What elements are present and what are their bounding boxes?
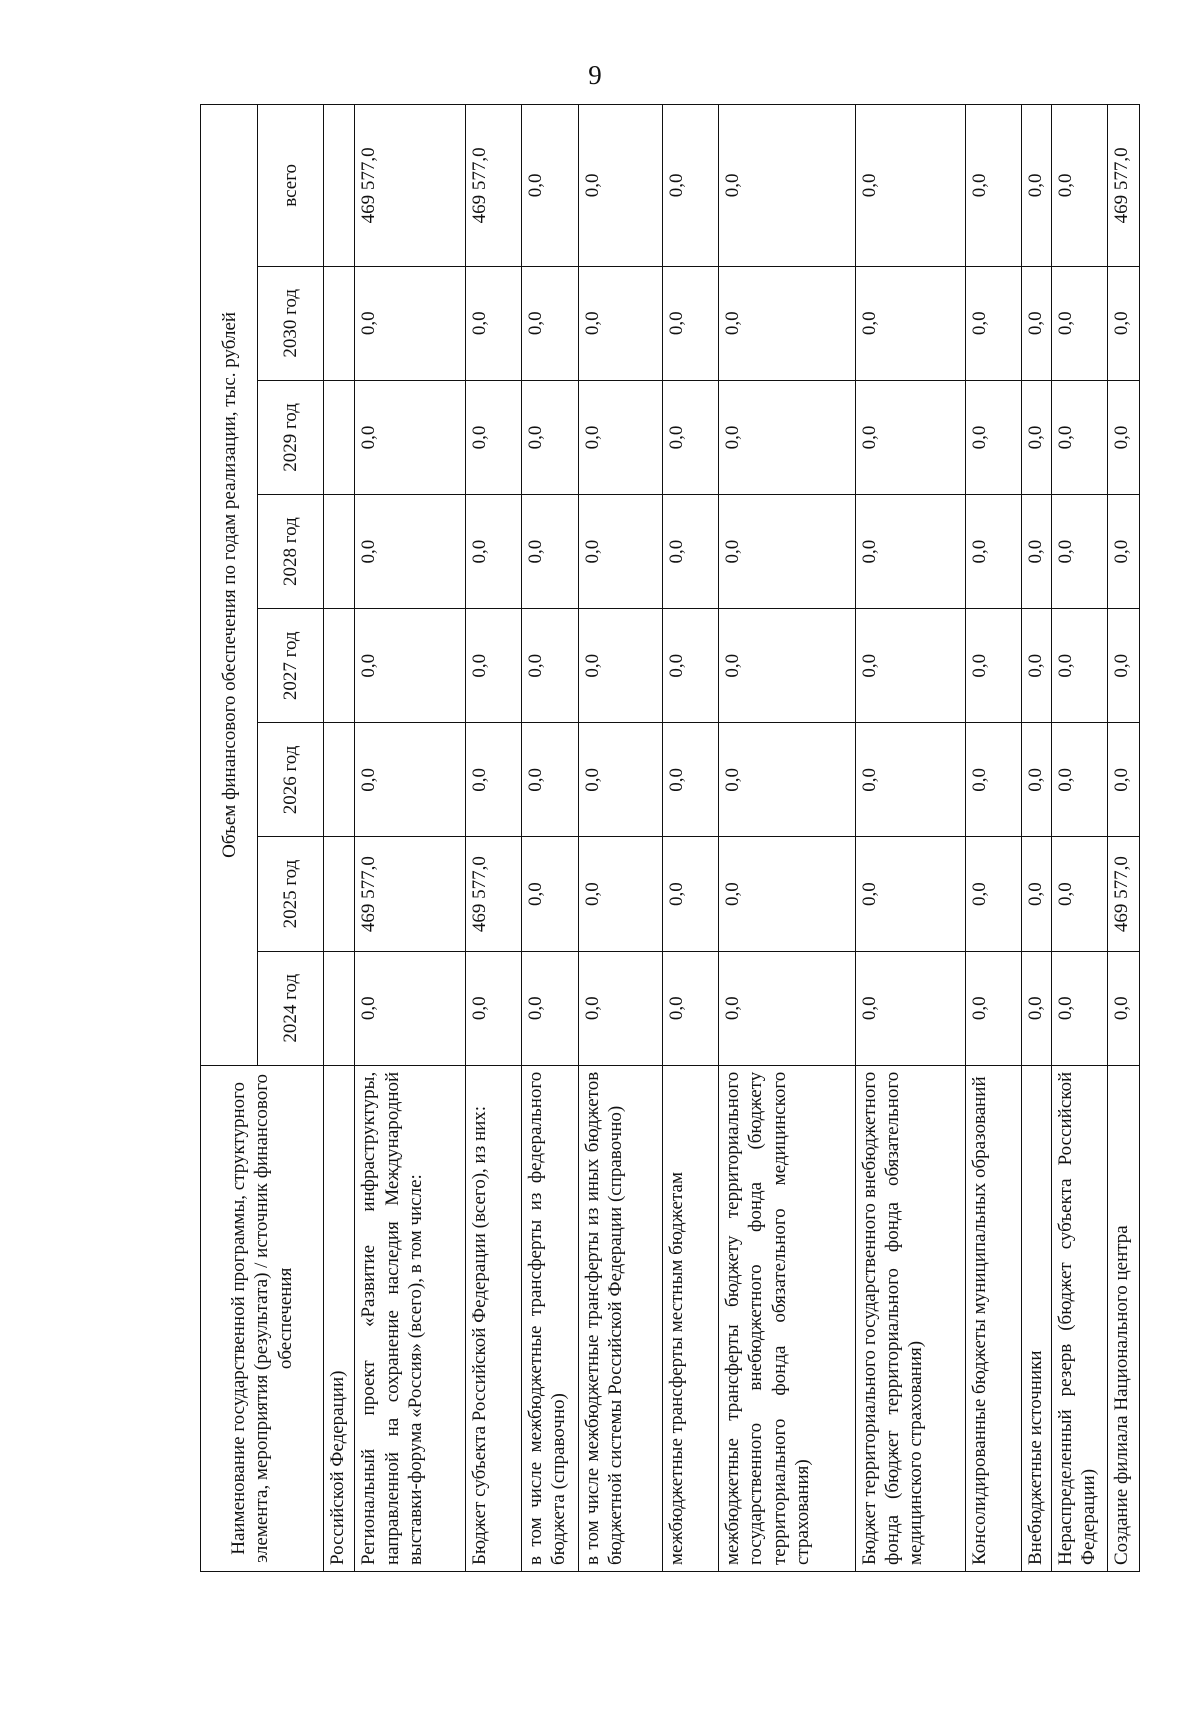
row-year-value — [324, 380, 355, 494]
row-year-value: 0,0 — [1051, 609, 1108, 723]
row-year-value: 0,0 — [522, 380, 579, 494]
row-year-value: 0,0 — [1051, 266, 1108, 380]
row-year-value: 0,0 — [1051, 495, 1108, 609]
row-year-value: 0,0 — [965, 266, 1022, 380]
header-year: 2026 год — [258, 723, 324, 837]
row-year-value: 469 577,0 — [465, 837, 522, 951]
row-year-value: 0,0 — [522, 266, 579, 380]
row-year-value: 0,0 — [965, 951, 1022, 1065]
row-year-value: 0,0 — [578, 495, 662, 609]
row-name: в том числе межбюджетные трансферты из федерального бюджета (справочно) — [522, 1065, 579, 1571]
row-year-value: 0,0 — [965, 837, 1022, 951]
row-year-value: 0,0 — [355, 723, 465, 837]
row-year-value: 469 577,0 — [355, 837, 465, 951]
row-year-value: 0,0 — [578, 266, 662, 380]
row-year-value: 0,0 — [1022, 495, 1052, 609]
row-name: межбюджетные трансферты местным бюджетам — [662, 1065, 719, 1571]
row-name: Бюджет территориального государственного внебюджетного фонда (бюджет территориального фонда обязательного медицинского страхования) — [855, 1065, 965, 1571]
row-name: Нераспределенный резерв (бюджет субъекта Российской Федерации) — [1051, 1065, 1108, 1571]
row-year-value: 0,0 — [1108, 723, 1140, 837]
row-year-value: 0,0 — [855, 495, 965, 609]
row-year-value: 0,0 — [355, 380, 465, 494]
header-total: всего — [258, 105, 324, 267]
table-row — [965, 105, 1022, 1572]
table-row — [662, 105, 719, 1572]
row-year-value: 0,0 — [1108, 266, 1140, 380]
row-year-value: 0,0 — [522, 837, 579, 951]
row-name: Создание филиала Национального центра — [1108, 1065, 1140, 1571]
row-total-value: 469 577,0 — [465, 105, 522, 267]
row-year-value: 0,0 — [719, 495, 855, 609]
row-year-value: 0,0 — [355, 951, 465, 1065]
row-year-value: 0,0 — [578, 380, 662, 494]
row-year-value: 0,0 — [1022, 266, 1052, 380]
row-year-value — [324, 723, 355, 837]
row-year-value — [324, 951, 355, 1065]
row-year-value: 0,0 — [522, 723, 579, 837]
row-total-value: 0,0 — [1022, 105, 1052, 267]
row-year-value: 0,0 — [719, 609, 855, 723]
row-year-value: 0,0 — [965, 380, 1022, 494]
header-volume-group: Объем финансового обеспечения по годам реализации, тыс. рублей — [201, 105, 258, 1066]
row-total-value — [324, 105, 355, 267]
table-row — [324, 105, 355, 1572]
row-year-value: 0,0 — [855, 951, 965, 1065]
row-total-value: 0,0 — [719, 105, 855, 267]
row-year-value: 0,0 — [662, 723, 719, 837]
row-year-value: 0,0 — [1022, 723, 1052, 837]
row-year-value: 0,0 — [1022, 951, 1052, 1065]
table-row — [1022, 105, 1052, 1572]
header-name-col: Наименование государственной программы, структурного элемента, мероприятия (результата) / источник финансового обеспечения — [201, 1065, 324, 1571]
table-row — [578, 105, 662, 1572]
row-year-value: 0,0 — [578, 609, 662, 723]
row-name: межбюджетные трансферты бюджету территориального государственного внебюджетного фонда (бюджету территориального фонда обязательного медицинского страхования) — [719, 1065, 855, 1571]
table-row — [522, 105, 579, 1572]
row-year-value: 0,0 — [1108, 495, 1140, 609]
row-year-value: 0,0 — [662, 495, 719, 609]
row-year-value — [324, 495, 355, 609]
row-year-value — [324, 837, 355, 951]
row-year-value: 0,0 — [965, 495, 1022, 609]
row-year-value: 0,0 — [1108, 380, 1140, 494]
row-name: Бюджет субъекта Российской Федерации (всего), из них: — [465, 1065, 522, 1571]
row-name: Консолидированные бюджеты муниципальных образований — [965, 1065, 1022, 1571]
table-row — [855, 105, 965, 1572]
financing-table-rotated — [200, 104, 1135, 1572]
row-year-value: 0,0 — [855, 266, 965, 380]
row-name: в том числе межбюджетные трансферты из иных бюджетов бюджетной системы Российской Федерации (справочно) — [578, 1065, 662, 1571]
row-year-value: 0,0 — [1051, 380, 1108, 494]
row-name: Внебюджетные источники — [1022, 1065, 1052, 1571]
header-year: 2028 год — [258, 495, 324, 609]
row-total-value: 469 577,0 — [1108, 105, 1140, 267]
header-year: 2027 год — [258, 609, 324, 723]
header-year: 2024 год — [258, 951, 324, 1065]
row-year-value: 0,0 — [719, 951, 855, 1065]
row-year-value: 0,0 — [355, 609, 465, 723]
row-year-value: 0,0 — [1108, 609, 1140, 723]
row-year-value: 0,0 — [522, 951, 579, 1065]
row-year-value: 0,0 — [1022, 380, 1052, 494]
row-year-value — [324, 266, 355, 380]
row-year-value: 0,0 — [578, 723, 662, 837]
row-year-value: 0,0 — [522, 495, 579, 609]
table-row — [465, 105, 522, 1572]
row-year-value: 0,0 — [719, 266, 855, 380]
row-year-value: 0,0 — [1022, 609, 1052, 723]
row-year-value: 469 577,0 — [1108, 837, 1140, 951]
row-year-value: 0,0 — [1051, 837, 1108, 951]
row-year-value: 0,0 — [1108, 951, 1140, 1065]
row-total-value: 469 577,0 — [355, 105, 465, 267]
row-year-value: 0,0 — [465, 951, 522, 1065]
row-year-value: 0,0 — [662, 380, 719, 494]
row-year-value: 0,0 — [965, 609, 1022, 723]
row-year-value: 0,0 — [1022, 837, 1052, 951]
row-year-value: 0,0 — [662, 837, 719, 951]
row-year-value: 0,0 — [855, 380, 965, 494]
row-total-value: 0,0 — [855, 105, 965, 267]
row-year-value: 0,0 — [855, 837, 965, 951]
row-year-value: 0,0 — [662, 951, 719, 1065]
row-name: Российской Федерации) — [324, 1065, 355, 1571]
row-year-value: 0,0 — [1051, 951, 1108, 1065]
row-year-value: 0,0 — [465, 266, 522, 380]
row-year-value: 0,0 — [719, 837, 855, 951]
header-year: 2030 год — [258, 266, 324, 380]
row-year-value: 0,0 — [578, 951, 662, 1065]
table-row — [1108, 105, 1140, 1572]
row-year-value: 0,0 — [465, 723, 522, 837]
table-body — [324, 105, 1140, 1572]
table-row — [355, 105, 465, 1572]
row-year-value: 0,0 — [719, 380, 855, 494]
header-year: 2029 год — [258, 380, 324, 494]
row-total-value: 0,0 — [522, 105, 579, 267]
row-year-value: 0,0 — [355, 266, 465, 380]
page-number: 9 — [588, 60, 602, 90]
row-name: Региональный проект «Развитие инфраструктуры, направленной на сохранение наследия Международной выставки-форума «Россия» (всего), в том числе: — [355, 1065, 465, 1571]
row-year-value: 0,0 — [662, 609, 719, 723]
row-total-value: 0,0 — [578, 105, 662, 267]
row-total-value: 0,0 — [965, 105, 1022, 267]
row-year-value: 0,0 — [855, 609, 965, 723]
row-year-value: 0,0 — [719, 723, 855, 837]
row-year-value: 0,0 — [855, 723, 965, 837]
header-year: 2025 год — [258, 837, 324, 951]
row-year-value — [324, 609, 355, 723]
row-year-value: 0,0 — [355, 495, 465, 609]
row-total-value: 0,0 — [1051, 105, 1108, 267]
row-year-value: 0,0 — [578, 837, 662, 951]
row-year-value: 0,0 — [1051, 723, 1108, 837]
row-year-value: 0,0 — [662, 266, 719, 380]
table-row — [719, 105, 855, 1572]
row-year-value: 0,0 — [465, 609, 522, 723]
table-row — [1051, 105, 1108, 1572]
row-year-value: 0,0 — [465, 495, 522, 609]
financing-table — [200, 104, 1140, 1572]
row-total-value: 0,0 — [662, 105, 719, 267]
row-year-value: 0,0 — [965, 723, 1022, 837]
row-year-value: 0,0 — [522, 609, 579, 723]
row-year-value: 0,0 — [465, 380, 522, 494]
